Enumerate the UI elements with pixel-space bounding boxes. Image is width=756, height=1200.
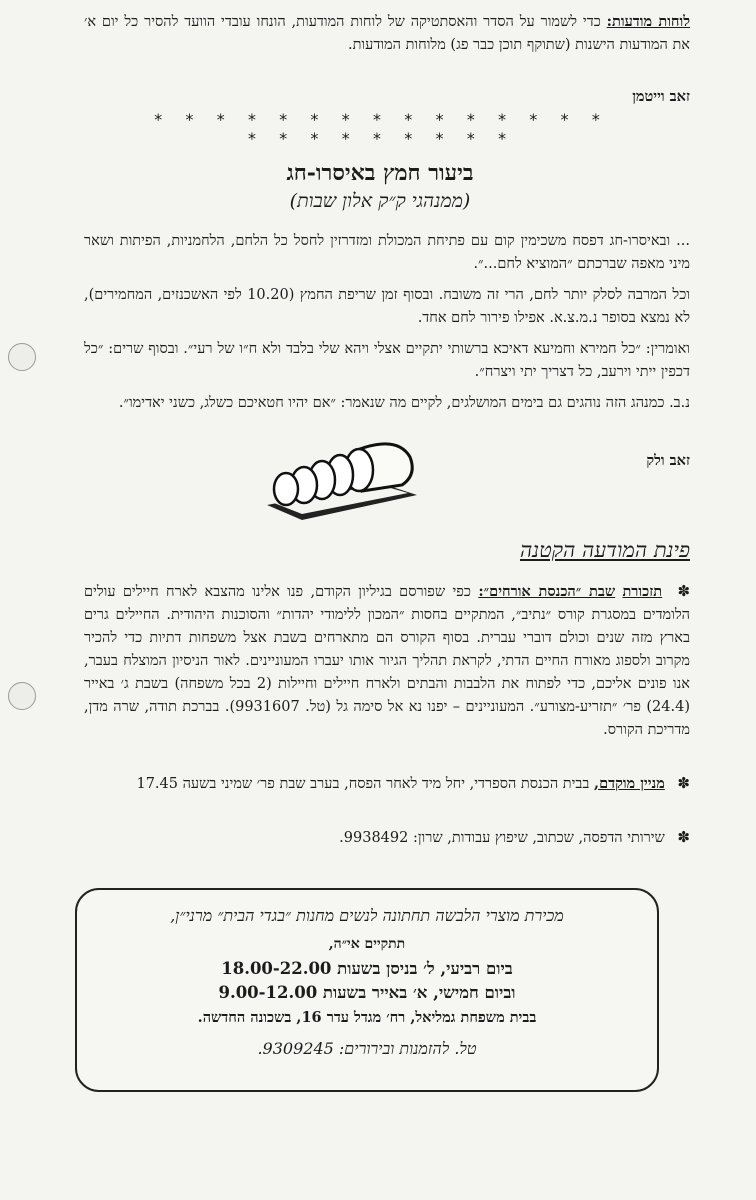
ad-item-printing: [84, 826, 690, 850]
asterisk-icon: ✽: [677, 828, 690, 846]
notice-boards-text: כדי לשמור על הסדר והאסתטיקה של לוחות המודעות, הונחו עובדי הוועד להסיר כל יום א׳ את המודעות הישנות (שתוקף תוכן כבר פג) מלוחות המודעות.: [84, 14, 690, 53]
notice-boards-signature: זאב וייטמן: [632, 88, 690, 105]
binder-hole-bottom: [8, 682, 36, 710]
article-paragraph-1: ... ובאיסרו-חג דפסח משכימין קום עם פתיחת המכולת ומזדרזין לחסל כל הלחם, הלחמניות, הפיתות ושאר מיני מאפה שברכתם ״המוציא לחם...״.: [84, 233, 690, 272]
notice-boards-heading: לוחות מודעות:: [606, 13, 690, 30]
sale-line-2: תתקיים אי״ה,: [328, 936, 406, 952]
article-signature: זאב ולק: [646, 452, 690, 469]
ad-item-early-minyan: [84, 772, 690, 796]
asterisk-icon: ✽: [677, 582, 691, 600]
star-divider: * * * * * * * * * * * * * * * * * * * * * * * *: [153, 110, 607, 148]
ad-printing-text: שירותי הדפסה, שכתוב, שיפוץ עבודות, שרון: 9938492.: [339, 830, 665, 846]
small-ads-title: פינת המודעה הקטנה: [519, 538, 690, 562]
article-paragraph-4: נ.ב. כמנהג הזה נוהגים גם בימים המושלגים, לקיים מה שנאמר: ״אם יהיו חטאיכם כשלג, כשני יאדימו״.: [118, 395, 690, 411]
lingerie-sale-box: [75, 888, 659, 1092]
ad-minyan-heading: מניין מוקדם,: [594, 775, 665, 792]
bread-illustration: [262, 425, 422, 525]
sale-line-4: וביום חמישי, א׳ באייר בשעות 9.00-12.00: [218, 983, 516, 1002]
article-paragraph-2: וכל המרבה לסלק יותר לחם, הרי זה משובח. ובסוף זמן שריפת החמץ (10.20 לפי האשכנזים, המחמירים), לא נמצא בסופר נ.מ.צ.א. אפילו פירור לחם אחד.: [84, 287, 690, 326]
sale-line-3: ביום רביעי, ל׳ בניסן בשעות 18.00-22.00: [221, 959, 513, 978]
sale-line-1: מכירת מוצרי הלבשה תחתונה לנשים מחנות ״בגדי הבית״ מרני״ן,: [170, 906, 564, 925]
article-title: ביעור חמץ באיסרו-חג: [286, 160, 474, 186]
ad-reminder-subheading: שבת ״הכנסת אורחים״:: [478, 583, 616, 600]
article-subtitle: (ממנהגי ק״ק אלון שבות): [289, 190, 471, 212]
sale-line-5: בבית משפחת גמליאל, רח׳ מגדל עדר 16, בשכונה החדשה.: [197, 1009, 537, 1026]
ad-reminder-heading: תזכורת: [622, 583, 663, 600]
binder-hole-top: [8, 343, 36, 371]
notice-boards-paragraph: [84, 10, 690, 57]
asterisk-icon: ✽: [677, 774, 690, 792]
ad-item-reminder: [84, 580, 690, 742]
ad-minyan-text: בבית הכנסת הספרדי, יחל מיד לאחר הפסח, בערב שבת פר׳ שמיני בשעה 17.45: [136, 776, 590, 792]
article-paragraph-3: ואומרין: ״כל חמירא וחמיעא דאיכא ברשותי יתקיים אצלי ויהא שלי בלבד ולא ח״ו של רעי״. ובסוף שרים: ״כל דכפין ייתי וירעב, כל דצריך יתי ויצרח״.: [84, 341, 690, 380]
ad-reminder-text: כפי שפורסם בגיליון הקודם, פנו אלינו מהצבא לארח חיילים עולים הלומדים במסגרת קורס ״נתיב״, המתקיים בחסות ״המכון ללימודי יהדות״ והסוכנות היהודית. החיילים גרים בארץ מזה שנים וכולם דוברי עברית. בסוף הקורס הם מתארחים בשבת אצל משפחות דתיות כדי להכיר מקרוב ולספוג מאורח החיים הדתי, לקראת תהליך הגיור אותו יעברו המעוניינים. לאור הניסיון המוצלח בעבר, אנו פונים אליכם, כדי לפתוח את הלבבות והבתים ולארח חיילים וחיילות (2 בכל משפחה) בשבת ג׳ באייר (24.4) פר׳ ״תזריע-מצורע״. המעוניינים – יפנו נא אל סימה גל (טל. 9931607). בברכת תודה, שרה מדן, מדריכת הקורס.: [84, 584, 690, 738]
sale-line-6: טל. להזמנות ובירורים: 9309245.: [257, 1039, 477, 1058]
